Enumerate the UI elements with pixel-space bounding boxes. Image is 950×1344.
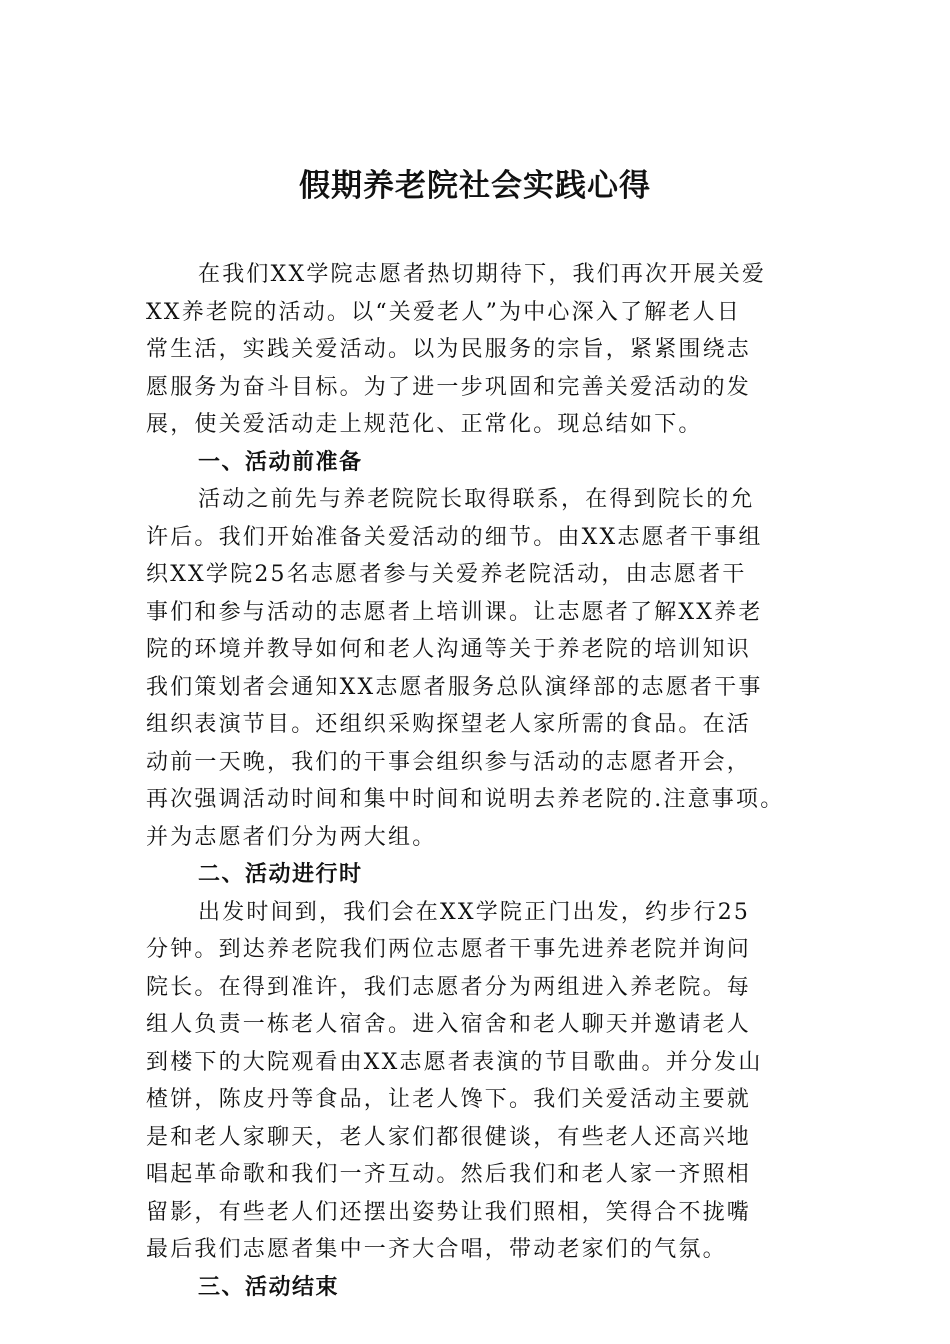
body-line: XX养老院的活动。以“关爱老人”为中心深入了解老人日 [146, 299, 742, 325]
body-line: 活动之前先与养老院院长取得联系，在得到院长的允 [198, 487, 755, 512]
body-line: 最后我们志愿者集中一齐大合唱，带动老家们的气氛。 [146, 1237, 727, 1262]
body-line: 常生活，实践关爱活动。以为民服务的宗旨，紧紧围绕志 [146, 337, 752, 362]
section-heading: 二、活动进行时 [198, 862, 363, 887]
body-line: 留影，有些老人们还摆出姿势让我们照相，笑得合不拢嘴 [146, 1199, 752, 1225]
body-line: 分钟。到达养老院我们两位志愿者干事先进养老院并询问 [146, 937, 752, 962]
body-line: 组织表演节目。还组织采购探望老人家所需的食品。在活 [146, 712, 752, 737]
section-heading: 一、活动前准备 [198, 449, 363, 475]
body-line: 院的环境并教导如何和老人沟通等关于养老院的培训知识 [146, 637, 752, 662]
body-line: 再次强调活动时间和集中时间和说明去养老院的.注意事项。 [146, 787, 785, 812]
body-line: 出发时间到，我们会在XX学院正门出发，约步行25 [198, 899, 751, 925]
body-line: 动前一天晚，我们的干事会组织参与活动的志愿者开会， [146, 749, 752, 775]
body-line: 是和老人家聊天，老人家们都很健谈，有些老人还高兴地 [146, 1124, 752, 1150]
body-line: 愿服务为奋斗目标。为了进一步巩固和完善关爱活动的发 [146, 374, 752, 400]
body-line: 楂饼，陈皮丹等食品，让老人馋下。我们关爱活动主要就 [146, 1087, 752, 1112]
section-heading: 三、活动结束 [198, 1274, 340, 1300]
body-line: 到楼下的大院观看由XX志愿者表演的节目歌曲。并分发山 [146, 1049, 763, 1075]
document-body [146, 256, 826, 1306]
body-line: 唱起革命歌和我们一齐互动。然后我们和老人家一齐照相 [146, 1162, 752, 1187]
body-line: 织XX学院25名志愿者参与关爱养老院活动，由志愿者干 [146, 562, 747, 587]
body-line: 院长。在得到准许，我们志愿者分为两组进入养老院。每 [146, 974, 752, 1000]
body-line: 许后。我们开始准备关爱活动的细节。由XX志愿者干事组 [146, 524, 763, 550]
body-line: 在我们XX学院志愿者热切期待下，我们再次开展关爱 [198, 262, 767, 287]
body-line: 并为志愿者们分为两大组。 [146, 824, 437, 850]
body-line: 组人负责一栋老人宿舍。进入宿舍和老人聊天并邀请老人 [146, 1012, 752, 1037]
body-line: 我们策划者会通知XX志愿者服务总队演绎部的志愿者干事 [146, 674, 763, 700]
body-line: 事们和参与活动的志愿者上培训课。让志愿者了解XX养老 [146, 599, 763, 625]
document-title: 假期养老院社会实践心得 [299, 168, 651, 204]
body-line: 展，使关爱活动走上规范化、正常化。现总结如下。 [146, 412, 703, 437]
